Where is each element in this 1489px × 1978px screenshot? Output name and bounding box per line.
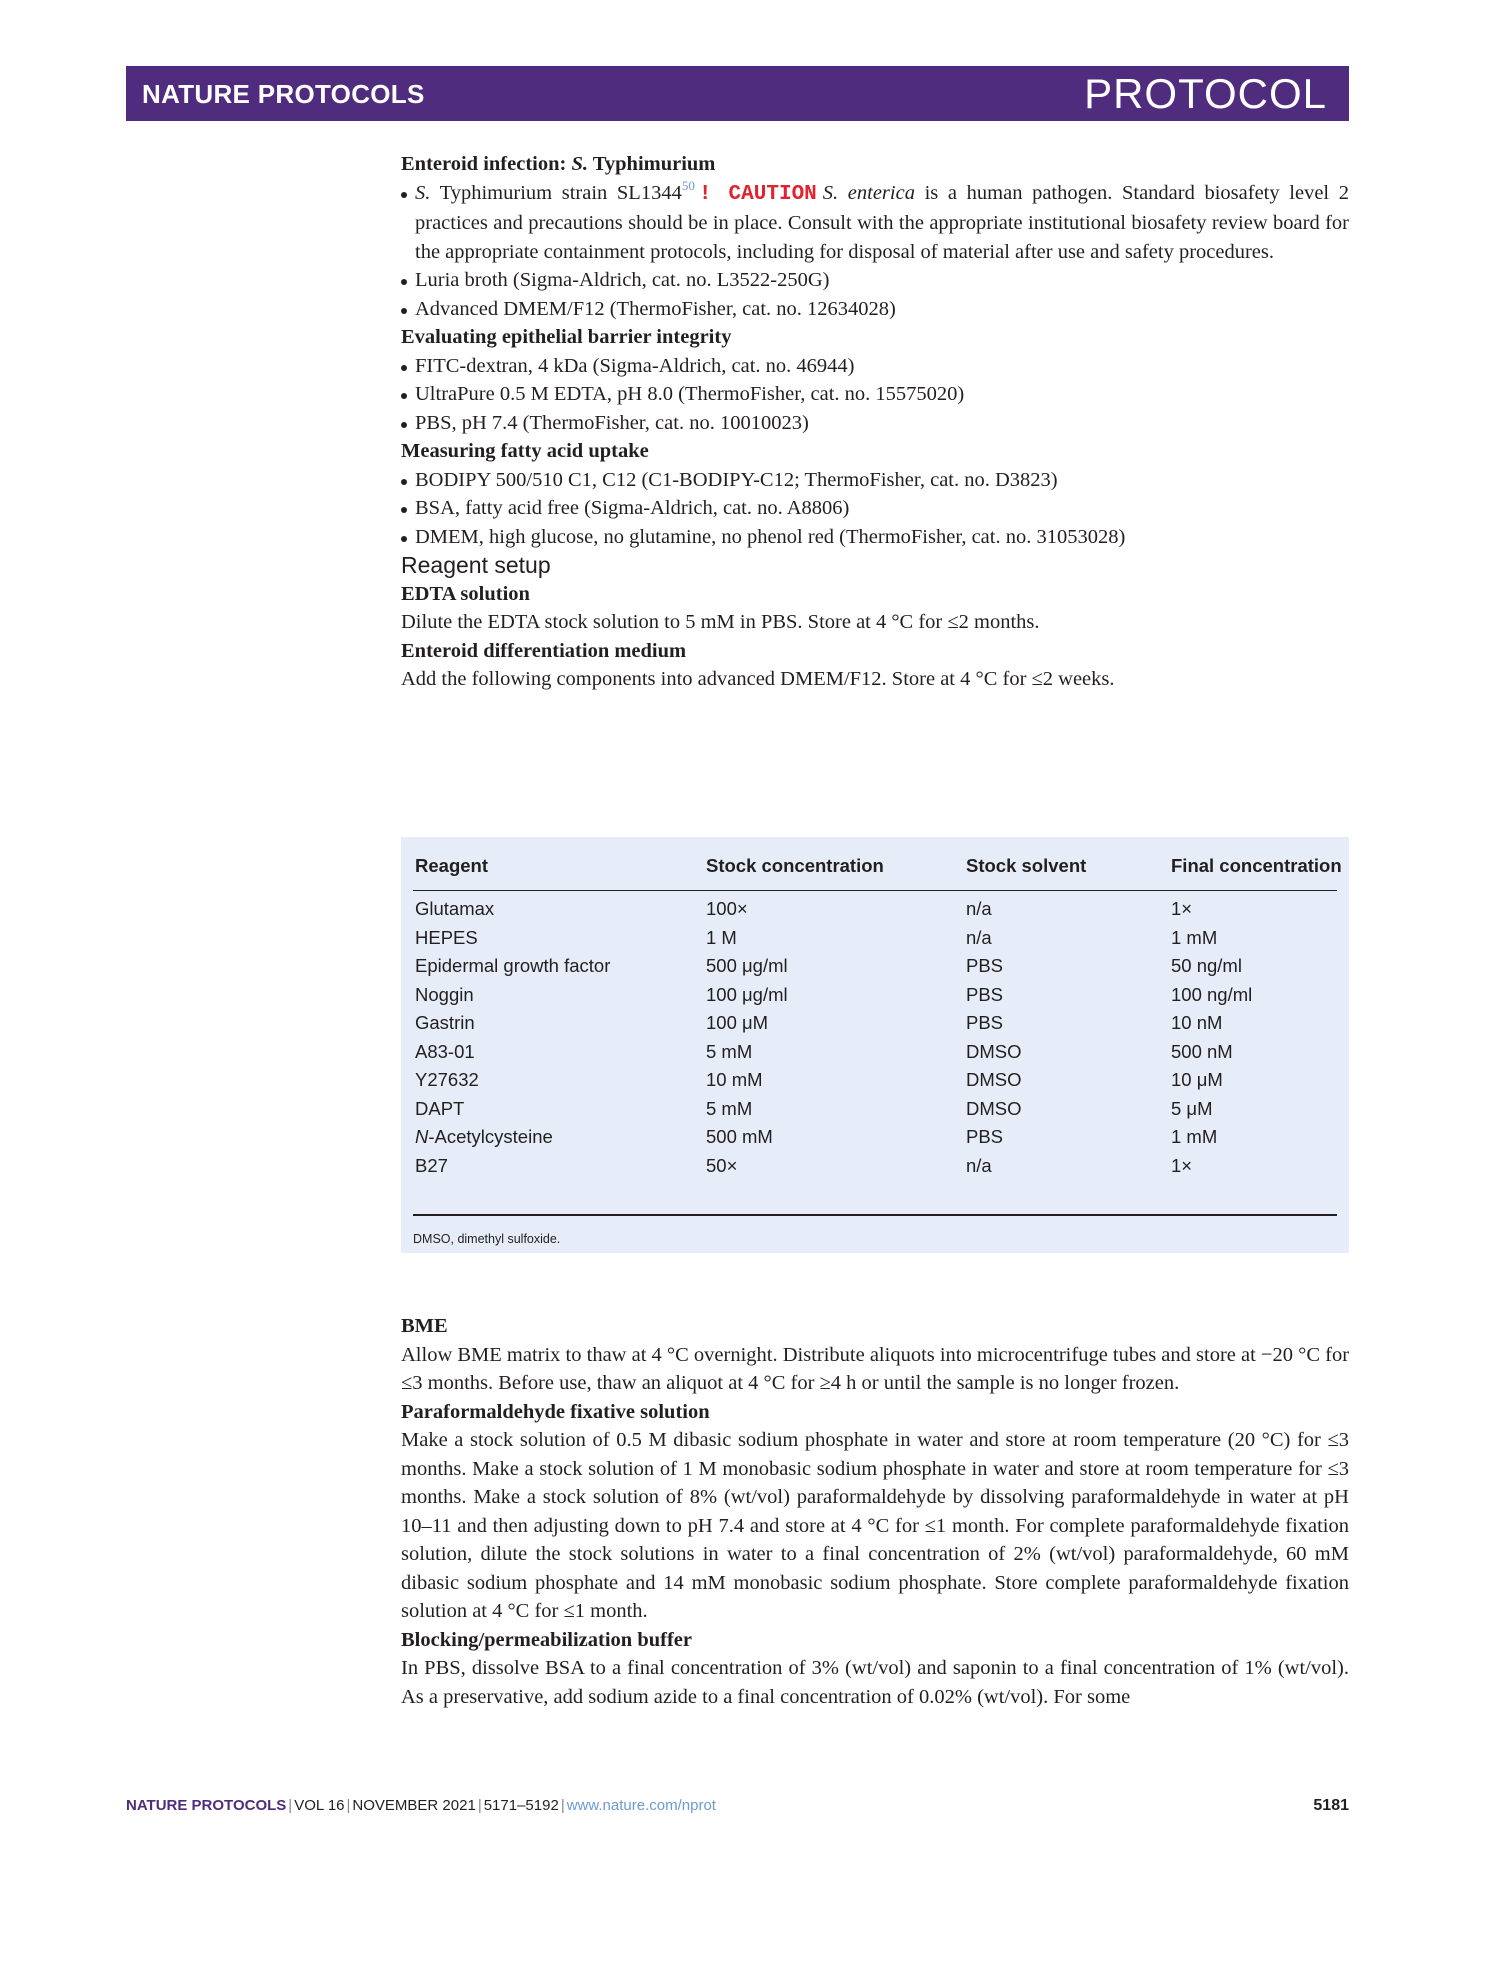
fatty-acid-list [401,466,1349,552]
table-row: B27 50× n/a 1× [415,1154,1193,1176]
reference-link[interactable]: 50 [681,177,695,193]
enteroid-infection-list [401,179,1349,324]
blocking-text: In PBS, dissolve BSA to a final concentration of 3% (wt/vol) and saponin to a final concentration of 1% (wt/vol). As a preservative, add sodium azide to a final concentration of 0.02% (wt/vol). For some [401,1657,1349,1708]
footer-pages: 5171–5192 [483,1797,559,1814]
column-header: Final concentration [1171,855,1342,876]
subsection-title-edta: EDTA solution [401,582,530,605]
footer-date: NOVEMBER 2021 [352,1797,476,1814]
table-footnote: DMSO, dimethyl sulfoxide. [413,1232,561,1246]
table-rule [413,1214,1337,1216]
subsection-title-bme: BME [401,1315,448,1337]
subsection-title-pfa: Paraformaldehyde fixative solution [401,1400,710,1423]
table-row: Glutamax 100× n/a 1× [415,898,1193,919]
pfa-text: Make a stock solution of 0.5 M dibasic sodium phosphate in water and store at room temperature (20 °C) for ≤3 months. Make a stock solution of 1 M monobasic sodium phosphate in water and store at room temperature for ≤3 months. Make a stock solution of 8% (wt/vol) paraformaldehyde by dissolving paraformaldehyde in water at pH 10–11 and then adjusting down to pH 7.4 and store at 4 °C for ≤1 month. For complete paraformaldehyde fixation solution, dilute the stock solutions in water to a final concentration of 2% (wt/vol) paraformaldehyde, 60 mM dibasic sodium phosphate and 14 mM monobasic sodium phosphate. Store complete paraformaldehyde fixation solution at 4 °C for ≤1 month. [401,1429,1349,1622]
table-row: Y27632 10 mM DMSO 10 μM [415,1069,1223,1090]
section-title-fatty-acid: Measuring fatty acid uptake [401,440,649,462]
journal-banner [126,66,1349,121]
section-heading-reagent-setup: Reagent setup [401,552,551,578]
table-row: Gastrin 100 μM PBS 10 nM [415,1012,1223,1033]
subsection-title-differentiation: Enteroid differentiation medium [401,639,687,662]
page-footer: NATURE PROTOCOLS | VOL 16 | NOVEMBER 2021 | 5171–5192 | www.nature.com/nprot 5181 [126,1797,1349,1814]
table-row: Epidermal growth factor 500 μg/ml PBS 50 ng/ml [415,955,1242,976]
differentiation-text: Add the following components into advanced DMEM/F12. Store at 4 °C for ≤2 weeks. [401,668,1115,690]
table-rule [413,890,1337,891]
column-header: Stock solvent [966,855,1087,876]
footer-volume: VOL 16 [294,1797,345,1814]
table-row: N-Acetylcysteine 500 mM PBS 1 mM [415,1126,1218,1147]
main-content [401,150,1349,694]
list-item: UltraPure 0.5 M EDTA, pH 8.0 (ThermoFisher, cat. no. 15575020) [401,380,1349,409]
table-row: HEPES 1 M n/a 1 mM [415,926,1218,948]
caution-label: ! CAUTION [698,182,817,206]
section-title-barrier: Evaluating epithelial barrier integrity [401,326,732,348]
list-item: BSA, fatty acid free (Sigma-Aldrich, cat. no. A8806) [401,494,1349,523]
article-type: PROTOCOL [1084,70,1327,117]
page-number: 5181 [1313,1797,1349,1814]
barrier-list [401,352,1349,438]
list-item: Luria broth (Sigma-Aldrich, cat. no. L3522-250G) [401,266,1349,295]
table-row: DAPT 5 mM DMSO 5 μM [415,1097,1213,1119]
footer-journal: NATURE PROTOCOLS [126,1797,287,1814]
list-item: Advanced DMEM/F12 (ThermoFisher, cat. no. 12634028) [401,295,1349,324]
list-item: PBS, pH 7.4 (ThermoFisher, cat. no. 10010023) [401,409,1349,438]
table-row: A83-01 5 mM DMSO 500 nM [415,1040,1233,1062]
list-item: S. Typhimurium strain SL1344$^{50}$ ! CAUTION S. enterica is a human pathogen. Standard biosafety level 2 practices and precautions should be in place. Consult with the appropriate institutional biosafety review board for the appropriate containment protocols, including for disposal of material after use and safety procedures. [401,179,1349,267]
table-row: Noggin 100 μg/ml PBS 100 ng/ml [415,983,1253,1005]
footer-url-link[interactable]: www.nature.com/nprot [566,1797,716,1814]
bme-text: Allow BME matrix to thaw at 4 °C overnight. Distribute aliquots into microcentrifuge tubes and store at −20 °C for ≤3 months. Before use, thaw an aliquot at 4 °C for ≥4 h or until the sample is no longer frozen. [401,1343,1350,1394]
section-title-enteroid-infection: Enteroid infection: S. Typhimurium [401,153,716,175]
lower-content [401,1312,1349,1711]
subsection-title-blocking: Blocking/permeabilization buffer [401,1628,692,1651]
journal-name: NATURE PROTOCOLS [142,79,425,109]
list-item: BODIPY 500/510 C1, C12 (C1-BODIPY-C12; ThermoFisher, cat. no. D3823) [401,466,1349,495]
list-item: FITC-dextran, 4 kDa (Sigma-Aldrich, cat. no. 46944) [401,352,1349,381]
table-header [401,837,1349,886]
list-item: DMEM, high glucose, no glutamine, no phenol red (ThermoFisher, cat. no. 31053028) [401,523,1349,552]
column-header: Stock concentration [706,855,884,876]
column-header: Reagent [415,855,488,876]
edta-text: Dilute the EDTA stock solution to 5 mM in PBS. Store at 4 °C for ≤2 months. [401,611,1040,633]
reagent-table [401,837,1349,1253]
